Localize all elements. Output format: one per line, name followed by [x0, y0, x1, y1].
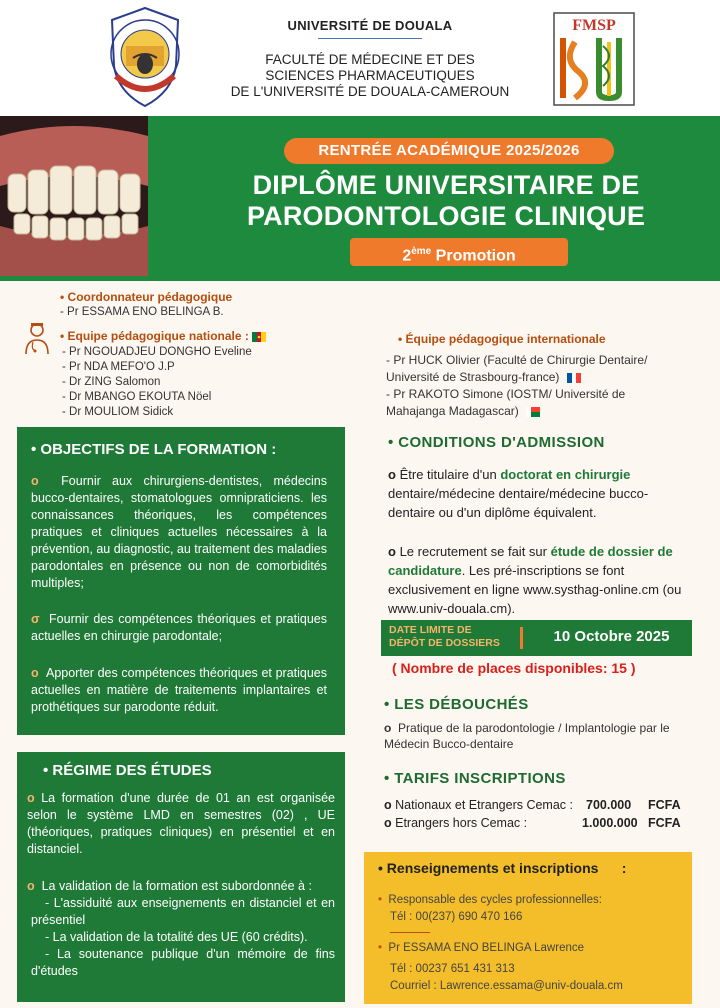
madagascar-flag-icon — [526, 407, 540, 417]
tarif-amount: 1.000.000 — [582, 816, 638, 830]
coordinator-label: • Coordonnateur pédagogique — [60, 290, 233, 304]
national-team-list — [62, 345, 252, 420]
regime-title: • RÉGIME DES ÉTUDES — [43, 762, 212, 779]
objective-item-1: o Fournir aux chirurgiens-dentistes, médecins bucco-dentaires, stomatologues omnipraticiens. les connaissances théoriques, les compétences pratiques et cliniques actuelles nécessaires à la prévention, au diagnostic, au traitement des maladies parodontales en présence ou non de comorbidités multiples; — [31, 474, 328, 590]
contact-responsable — [378, 892, 678, 926]
promotion-badge — [350, 238, 568, 266]
university-name: UNIVERSITÉ DE DOUALA — [287, 18, 453, 33]
deadline-separator — [520, 627, 523, 649]
coordinator-name: - Pr ESSAMA ENO BELINGA B. — [60, 306, 224, 318]
gums-teeth-image — [0, 116, 148, 276]
objective-item-2: σ Fournir des compétences théoriques et pratiques actuelles en chirurgie parodontale; — [31, 612, 327, 643]
responsable-label: • Responsable des cycles professionnelles: — [378, 894, 602, 906]
national-team-label-text: Equipe pédagogique nationale : — [67, 329, 249, 343]
admission-title: • CONDITIONS D'ADMISSION — [388, 434, 605, 451]
responsable-label-text: Responsable des cycles professionnelles: — [388, 894, 602, 906]
admission-title-text: CONDITIONS D'ADMISSION — [398, 434, 605, 451]
tarifs-table — [384, 796, 684, 832]
international-member-cont — [386, 369, 686, 386]
national-member: - Dr MOULIOM Sidick — [62, 406, 174, 418]
promo-word: Promotion — [431, 247, 516, 265]
contact-title-text: Renseignements et inscriptions — [386, 860, 599, 876]
academic-year-tag: RENTRÉE ACADÉMIQUE 2025/2026 — [284, 138, 614, 164]
contact-box — [364, 852, 692, 1004]
international-team-list — [386, 352, 686, 420]
international-member: - Pr HUCK Olivier (Faculté de Chirurgie Dentaire/ — [386, 353, 648, 367]
debouches-title: • LES DÉBOUCHÉS — [384, 696, 529, 713]
national-member: - Pr NDA MEFO'O J.P — [62, 361, 175, 373]
contact-person — [378, 940, 688, 995]
promo-sup: ème — [411, 246, 432, 257]
contact-title: • Renseignements et inscriptions : — [378, 860, 627, 876]
diploma-title-line-2: PARODONTOLOGIE CLINIQUE — [246, 201, 646, 231]
objective-text-3: Apporter des compétences théoriques et pratiques actuelles en matière de traitements implantaires et prothétiques sur parodonte réduit. — [31, 666, 327, 714]
international-member-cont-text: Université de Strasbourg-france) — [386, 370, 560, 384]
admission-c2-bold: étude de dossier de candidature — [388, 544, 673, 578]
admission-c1-bold: doctorat en chirurgie — [500, 467, 631, 482]
contact-name-text: Pr ESSAMA ENO BELINGA Lawrence — [388, 942, 585, 954]
doctor-icon — [22, 320, 52, 356]
regime-p1-text: La formation d'une durée de 01 an est organisée selon le système LMD en semestres (02) , UE (théoriques, pratiques cliniques) en présentiel et en distanciel. — [27, 791, 335, 856]
regime-paragraph-2: o La validation de la formation est subordonnée à : — [27, 879, 312, 893]
contact-name: • Pr ESSAMA ENO BELINGA Lawrence — [378, 942, 585, 954]
national-team-label: • Equipe pédagogique nationale : — [60, 329, 266, 343]
deadline-label-line-2: DÉPÔT DE DOSSIERS — [389, 637, 500, 649]
international-team-label-text: Équipe pédagogique internationale — [405, 332, 606, 346]
national-member: - Pr NGOUADJEU DONGHO Eveline — [62, 346, 252, 358]
university-seal-icon — [106, 6, 184, 108]
objective-item-3: o Apporter des compétences théoriques et pratiques actuelles en matière de traitements implantaires et prothétiques sur parodonte réduit. — [31, 666, 327, 714]
faculty-name — [210, 52, 530, 100]
admission-c1-pre: Être titulaire d'un — [399, 467, 501, 482]
tarifs-title-text: TARIFS INSCRIPTIONS — [394, 770, 566, 787]
contact-email[interactable]: Courriel : Lawrence.essama@univ-douala.cm — [390, 980, 623, 992]
national-member: - Dr MBANGO EKOUTA Nöel — [62, 391, 212, 403]
regime-title-text: RÉGIME DES ÉTUDES — [52, 762, 212, 779]
deadline-label-line-1: DATE LIMITE DE — [389, 624, 472, 636]
faculty-line-2: SCIENCES PHARMACEUTIQUES — [265, 68, 475, 83]
title-divider — [318, 38, 422, 39]
fmsp-logo-text: FMSP — [572, 17, 616, 34]
fmsp-logo-icon — [553, 12, 635, 106]
tarif-amount: 700.000 — [586, 798, 632, 812]
tarif-row: o Etrangers hors Cemac : 1.000.000 FCFA — [384, 816, 681, 830]
objective-text-2: Fournir des compétences théoriques et pratiques actuelles en chirurgie parodontale; — [31, 612, 327, 643]
tarif-label: Etrangers hors Cemac : — [395, 816, 528, 830]
teeth-photo — [0, 116, 148, 276]
international-team-label: • Équipe pédagogique internationale — [398, 332, 606, 346]
national-member: - Dr ZING Salomon — [62, 376, 161, 388]
debouches-text: o Pratique de la parodontologie / Implantologie par le Médecin Bucco-dentaire — [384, 721, 670, 751]
tarif-currency: FCFA — [648, 798, 681, 812]
tarifs-title: • TARIFS INSCRIPTIONS — [384, 770, 566, 787]
debouches-text-body: Pratique de la parodontologie / Implantologie par le Médecin Bucco-dentaire — [384, 721, 670, 751]
promo-number: 2 — [402, 247, 412, 265]
coordinator-label-text: Coordonnateur pédagogique — [67, 290, 233, 304]
international-member-cont — [386, 403, 686, 420]
tarif-row: o Nationaux et Etrangers Cemac : 700.000 FCFA — [384, 798, 681, 812]
contact-divider — [390, 932, 430, 933]
international-member-cont-text: Mahajanga Madagascar) — [386, 404, 519, 418]
international-member: - Pr RAKOTO Simone (IOSTM/ Université de — [386, 387, 626, 401]
objectives-title-text: OBJECTIFS DE LA FORMATION : — [40, 441, 277, 458]
objectives-title: • OBJECTIFS DE LA FORMATION : — [31, 441, 277, 458]
diploma-title — [186, 170, 706, 232]
regime-sub-3: - La soutenance publique d'un mémoire de fins d'études — [31, 947, 335, 978]
regime-sub-2: - La validation de la totalité des UE (60 crédits). — [45, 930, 308, 944]
places-available: ( Nombre de places disponibles: 15 ) — [392, 660, 636, 676]
admission-c2-post: . Les pré-inscriptions se font exclusivement en ligne www.systhag-online.cm (ou www.univ-douala.cm). — [388, 563, 682, 616]
debouches-title-text: LES DÉBOUCHÉS — [394, 696, 529, 713]
regime-box — [17, 752, 345, 1002]
contact-title-colon: : — [621, 860, 627, 876]
diploma-title-line-1: DIPLÔME UNIVERSITAIRE DE — [252, 170, 640, 200]
faculty-line-1: FACULTÉ DE MÉDECINE ET DES — [265, 52, 475, 67]
tarif-currency: FCFA — [648, 816, 681, 830]
regime-paragraph-1: o La formation d'une durée de 01 an est organisée selon le système LMD en semestres (02) , UE (théoriques, pratiques cliniques) en présentiel et en distanciel. — [27, 791, 335, 856]
objectives-box — [17, 427, 345, 735]
admission-c1-post: dentaire/médecine dentaire/médecine bucco-dentaire ou d'un diplôme équivalent. — [388, 486, 649, 520]
objective-text-1: Fournir aux chirurgiens-dentistes, médecins bucco-dentaires, stomatologues omnipraticiens. les connaissances théoriques, les compétences pratiques et cliniques actuelles nécessaires à la prévention, au diagnostic, au traitement des maladies parodontales en présence ou non de comorbidités multiples; — [31, 474, 328, 590]
admission-condition-2: o Le recrutement se fait sur étude de dossier de candidature. Les pré-inscriptions se font exclusivement en ligne www.systhag-online.cm (ou www.univ-douala.cm). — [388, 544, 682, 616]
deadline-date: 10 Octobre 2025 — [553, 628, 670, 645]
faculty-line-3: DE L'UNIVERSITÉ DE DOUALA-CAMEROUN — [230, 84, 510, 99]
admission-condition-1: o Être titulaire d'un doctorat en chirurgie dentaire/médecine dentaire/médecine bucco-dentaire ou d'un diplôme équivalent. — [388, 467, 649, 520]
cameroon-flag-icon — [252, 332, 266, 342]
tarif-label: Nationaux et Etrangers Cemac : — [395, 798, 573, 812]
regime-sub-1: - L'assiduité aux enseignements en distanciel et en présentiel — [31, 896, 335, 927]
regime-p2-text: La validation de la formation est subordonnée à : — [41, 879, 312, 893]
deadline-label — [389, 624, 509, 650]
contact-tel[interactable]: Tél : 00237 651 431 313 — [390, 963, 515, 975]
france-flag-icon — [567, 373, 581, 383]
responsable-tel[interactable]: Tél : 00(237) 690 470 166 — [390, 911, 523, 923]
admission-c2-pre: Le recrutement se fait sur — [399, 544, 551, 559]
